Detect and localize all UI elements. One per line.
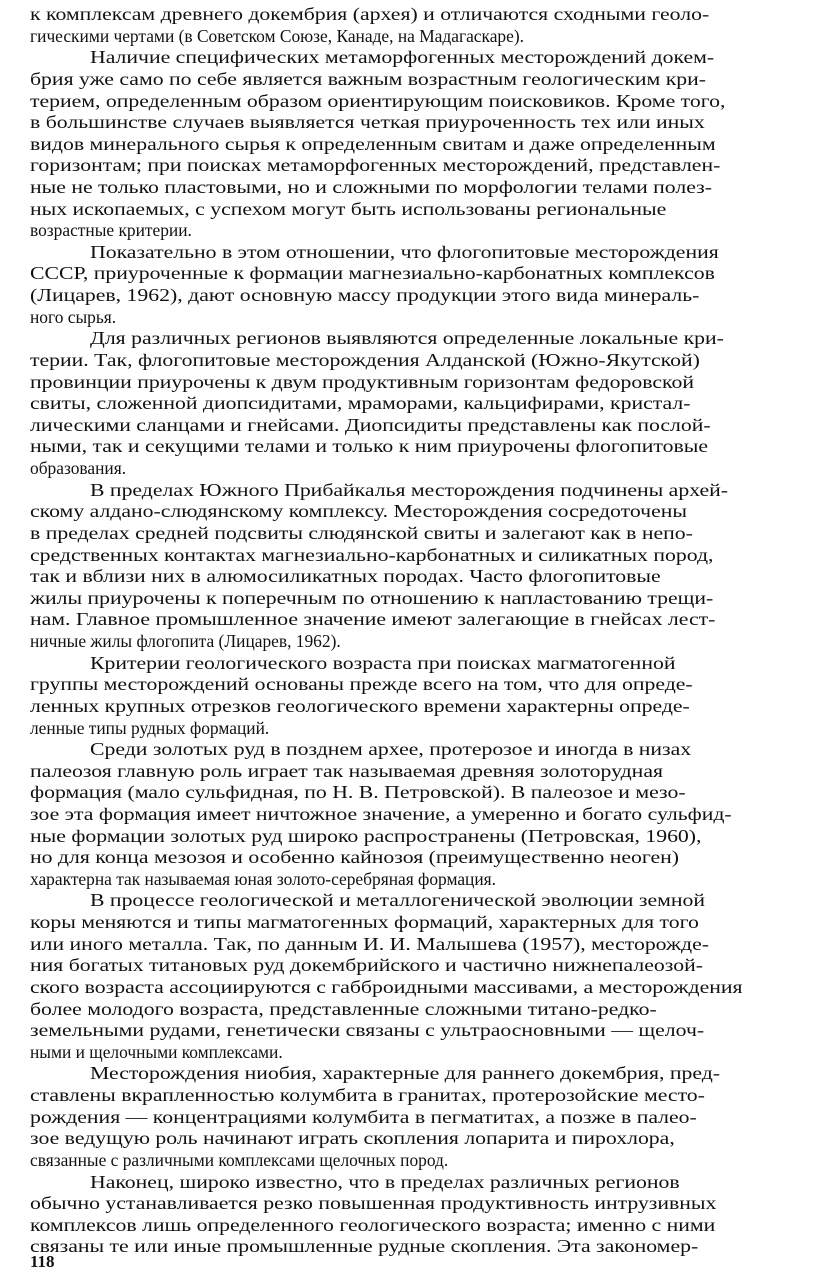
- text-line: образования.: [30, 458, 127, 478]
- text-line: Наличие специфических метаморфогенных месторождений докем-: [90, 47, 715, 68]
- text-line: возрастные критерии.: [30, 220, 192, 241]
- text-line: рождения — концентрациями колумбита в пегматитах, а позже в палео-: [30, 1106, 697, 1127]
- text-line: скому алдано-слюдянскому комплексу. Месторождения сосредоточены: [30, 501, 687, 522]
- text-line: Месторождения ниобия, характерные для раннего докембрия, пред-: [90, 1063, 721, 1084]
- text-line: формация (мало сульфидная, по Н. В. Петровской). В палеозое и мезо-: [30, 782, 686, 803]
- text-line: терием, определенным образом ориентирующим поисковиков. Кроме того,: [30, 90, 726, 111]
- text-line: ными, так и секущими телами и только к ним приурочены флогопитовые: [30, 436, 708, 457]
- text-line: ставлены вкрапленностью колумбита в гранитах, протерозойские место-: [30, 1085, 705, 1105]
- text-line: В пределах Южного Прибайкалья месторождения подчинены архей-: [90, 479, 729, 500]
- text-line: брия уже само по себе является важным возрастным геологическим кри-: [30, 68, 707, 89]
- text-line: ния богатых титановых руд докембрийского и частично нижнепалеозой-: [30, 955, 703, 976]
- text-line: связанные с различными комплексами щелочных пород.: [30, 1149, 449, 1170]
- text-line: Наконец, широко известно, что в пределах различных регионов: [90, 1171, 680, 1192]
- text-line: ные формации золотых руд широко распространены (Петровская, 1960),: [30, 825, 702, 846]
- text-line: терии. Так, флогопитовые месторождения Алданской (Южно-Якутской): [30, 349, 700, 370]
- text-line: зое эта формация имеет ничтожное значение, а умеренно и богато сульфид-: [30, 803, 732, 824]
- text-line: связаны те или иные промышленные рудные скопления. Эта закономер-: [30, 1236, 699, 1257]
- text-line: в пределах средней подсвиты слюдянской свиты и залегают как в непо-: [30, 522, 693, 543]
- text-line: Среди золотых руд в позднем архее, протерозое и иногда в низах: [90, 739, 692, 760]
- text-line: видов минерального сырья к определенным свитам и даже определенным: [30, 133, 716, 154]
- text-line: лическими сланцами и гнейсами. Диопсидиты представлены как послой-: [30, 414, 711, 435]
- text-line: к комплексам древнего докембрия (архея) и отличаются сходными геоло-: [30, 4, 710, 24]
- text-line: провинции приурочены к двум продуктивным горизонтам федоровской: [30, 371, 694, 392]
- text-line: ленных крупных отрезков геологического времени характерны опреде-: [30, 695, 690, 716]
- text-line: горизонтам; при поисках метаморфогенных месторождений, представлен-: [30, 155, 721, 176]
- text-line: ленные типы рудных формаций.: [30, 717, 270, 738]
- text-line: свиты, сложенной диопсидитами, мраморами, кальцифирами, кристал-: [30, 393, 691, 414]
- text-line: зое ведущую роль начинают играть скопления лопарита и пирохлора,: [30, 1128, 675, 1149]
- text-line: но для конца мезозоя и особенно кайнозоя (преимущественно неоген): [30, 847, 680, 868]
- text-line: ничные жилы флогопита (Лицарев, 1962).: [30, 631, 341, 651]
- text-line: ного сырья.: [30, 306, 117, 327]
- page-number: 118: [30, 1252, 55, 1271]
- text-line: (Лицарев, 1962), дают основную массу продукции этого вида минераль-: [30, 285, 700, 306]
- text-line: средственных контактах магнезиально-карбонатных и силикатных пород,: [30, 544, 714, 565]
- text-line: палеозоя главную роль играет так называемая древняя золоторудная: [30, 760, 663, 781]
- text-line: обычно устанавливается резко повышенная продуктивность интрузивных: [30, 1193, 717, 1214]
- text-line: в большинстве случаев выявляется четкая приуроченность тех или иных: [30, 112, 705, 133]
- text-line: Критерии геологического возраста при поисках магматогенной: [90, 652, 676, 673]
- text-line: Показательно в этом отношении, что флогопитовые месторождения: [90, 241, 719, 262]
- text-line: ными и щелочными комплексами.: [30, 1041, 283, 1062]
- text-line: комплексов лишь определенного геологического возраста; именно с ними: [30, 1214, 716, 1235]
- text-line: гическими чертами (в Советском Союзе, Канаде, на Мадагаскаре).: [30, 25, 524, 46]
- text-line: группы месторождений основаны прежде всего на том, что для опреде-: [30, 674, 693, 695]
- text-line: более молодого возраста, представленные сложными титано-редко-: [30, 998, 657, 1019]
- text-line: СССР, приуроченные к формации магнезиально-карбонатных комплексов: [30, 263, 715, 284]
- text-line: ского возраста ассоциируются с габброидными массивами, а месторождения: [30, 976, 743, 997]
- text-line: характерна так называемая юная золото-серебряная формация.: [30, 868, 497, 889]
- text-line: земельными рудами, генетически связаны с ультраосновными — щелоч-: [30, 1020, 705, 1041]
- text-line: ных ископаемых, с успехом могут быть использованы региональные: [30, 198, 667, 219]
- text-line: Для различных регионов выявляются определенные локальные кри-: [90, 328, 724, 349]
- text-line: так и вблизи них в алюмосиликатных породах. Часто флогопитовые: [30, 566, 661, 587]
- text-line: нам. Главное промышленное значение имеют залегающие в гнейсах лест-: [30, 609, 716, 630]
- text-line: или иного металла. Так, по данным И. И. Малышева (1957), месторожде-: [30, 933, 709, 954]
- text-line: жилы приурочены к поперечным по отношению к напластованию трещи-: [30, 587, 714, 608]
- text-line: ные не только пластовыми, но и сложными по морфологии телами полез-: [30, 177, 712, 197]
- text-line: коры меняются и типы магматогенных формаций, характерных для того: [30, 912, 699, 932]
- text-line: В процессе геологической и металлогенической эволюции земной: [90, 890, 705, 911]
